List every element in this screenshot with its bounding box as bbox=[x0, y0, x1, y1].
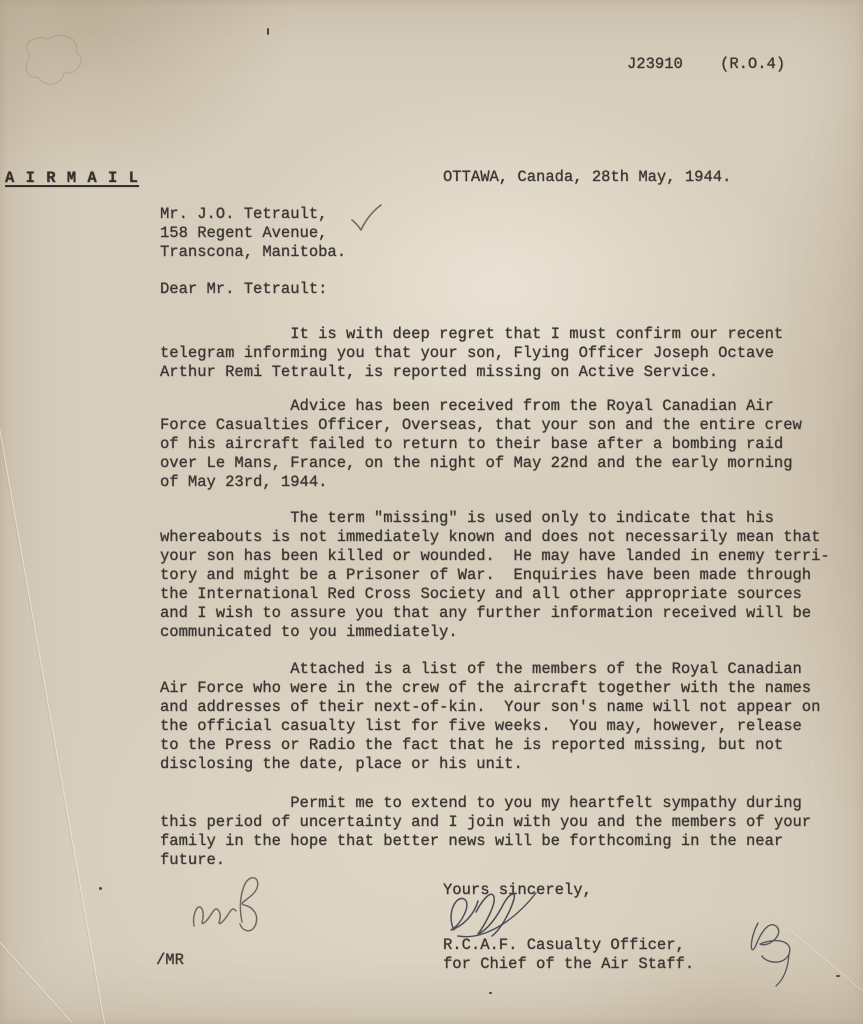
ink-initials bbox=[736, 911, 810, 991]
text-line: disclosing the date, place or his unit. bbox=[160, 755, 523, 773]
text-line: for Chief of the Air Staff. bbox=[443, 955, 695, 973]
closing: Yours sincerely, bbox=[443, 881, 592, 899]
text-line: Force Casualties Officer, Overseas, that your son and the entire crew bbox=[160, 416, 802, 434]
text-line: of his aircraft failed to return to their base after a bombing raid bbox=[160, 435, 784, 453]
dust-speck bbox=[489, 992, 492, 994]
pencil-initials bbox=[182, 868, 278, 940]
text-line: whereabouts is not immediately known and does not necessarily mean that bbox=[160, 528, 821, 546]
text-line: this period of uncertainty and I join with you and the members of your bbox=[160, 813, 812, 831]
text-line: 158 Regent Avenue, bbox=[160, 224, 328, 242]
text-line: over Le Mans, France, on the night of May 22nd and the early morning bbox=[160, 454, 793, 472]
text-line: to the Press or Radio the fact that he is reported missing, but not bbox=[160, 736, 784, 754]
text-line: Arthur Remi Tetrault, is reported missing on Active Service. bbox=[160, 363, 719, 381]
text-line: Attached is a list of the members of the Royal Canadian bbox=[160, 660, 802, 678]
text-line: communicated to you immediately. bbox=[160, 623, 458, 641]
signature-block bbox=[443, 936, 694, 974]
signature bbox=[438, 884, 550, 944]
dust-speck bbox=[836, 975, 840, 977]
salutation: Dear Mr. Tetrault: bbox=[160, 280, 328, 298]
airmail-label: A I R M A I L bbox=[5, 169, 139, 187]
text-line: the International Red Cross Society and all other appropriate sources bbox=[160, 585, 802, 603]
text-line: tory and might be a Prisoner of War. Enquiries have been made through bbox=[160, 566, 812, 584]
text-line: and I wish to assure you that any further information received will be bbox=[160, 604, 812, 622]
recipient-address bbox=[160, 205, 346, 262]
text-line: Advice has been received from the Royal Canadian Air bbox=[160, 397, 774, 415]
paragraph-5 bbox=[160, 794, 811, 870]
typist-initials: /MR bbox=[156, 951, 184, 969]
paragraph-2 bbox=[160, 397, 802, 492]
text-line: of May 23rd, 1944. bbox=[160, 473, 328, 491]
crease-line bbox=[0, 942, 72, 1023]
text-line: future. bbox=[160, 851, 226, 869]
text-line: family in the hope that better news will be forthcoming in the near bbox=[160, 832, 784, 850]
text-line: The term "missing" is used only to indicate that his bbox=[160, 509, 774, 527]
text-line: Permit me to extend to you my heartfelt sympathy during bbox=[160, 794, 802, 812]
text-line: and addresses of their next-of-kin. Your son's name will not appear on bbox=[160, 698, 821, 716]
text-line: Air Force who were in the crew of the aircraft together with the names bbox=[160, 679, 812, 697]
text-line: Transcona, Manitoba. bbox=[160, 243, 347, 261]
paragraph-4 bbox=[160, 660, 820, 774]
dust-speck bbox=[99, 887, 102, 890]
text-line: Mr. J.O. Tetrault, bbox=[160, 205, 328, 223]
text-line: R.C.A.F. Casualty Officer, bbox=[443, 936, 685, 954]
reference-number: J23910 (R.O.4) bbox=[627, 55, 786, 73]
text-line: telegram informing you that your son, Flying Officer Joseph Octave bbox=[160, 344, 774, 362]
crease-line bbox=[0, 428, 105, 1024]
paragraph-1 bbox=[160, 325, 783, 382]
paper-hole bbox=[18, 30, 92, 92]
text-line: It is with deep regret that I must confirm our recent bbox=[160, 325, 784, 343]
pencil-checkmark-icon bbox=[348, 202, 384, 232]
text-line: your son has been killed or wounded. He may have landed in enemy terri- bbox=[160, 547, 830, 565]
text-line: the official casualty list for five weeks. You may, however, release bbox=[160, 717, 802, 735]
paragraph-3 bbox=[160, 509, 830, 642]
dateline: OTTAWA, Canada, 28th May, 1944. bbox=[443, 168, 732, 186]
dust-speck bbox=[267, 28, 269, 35]
